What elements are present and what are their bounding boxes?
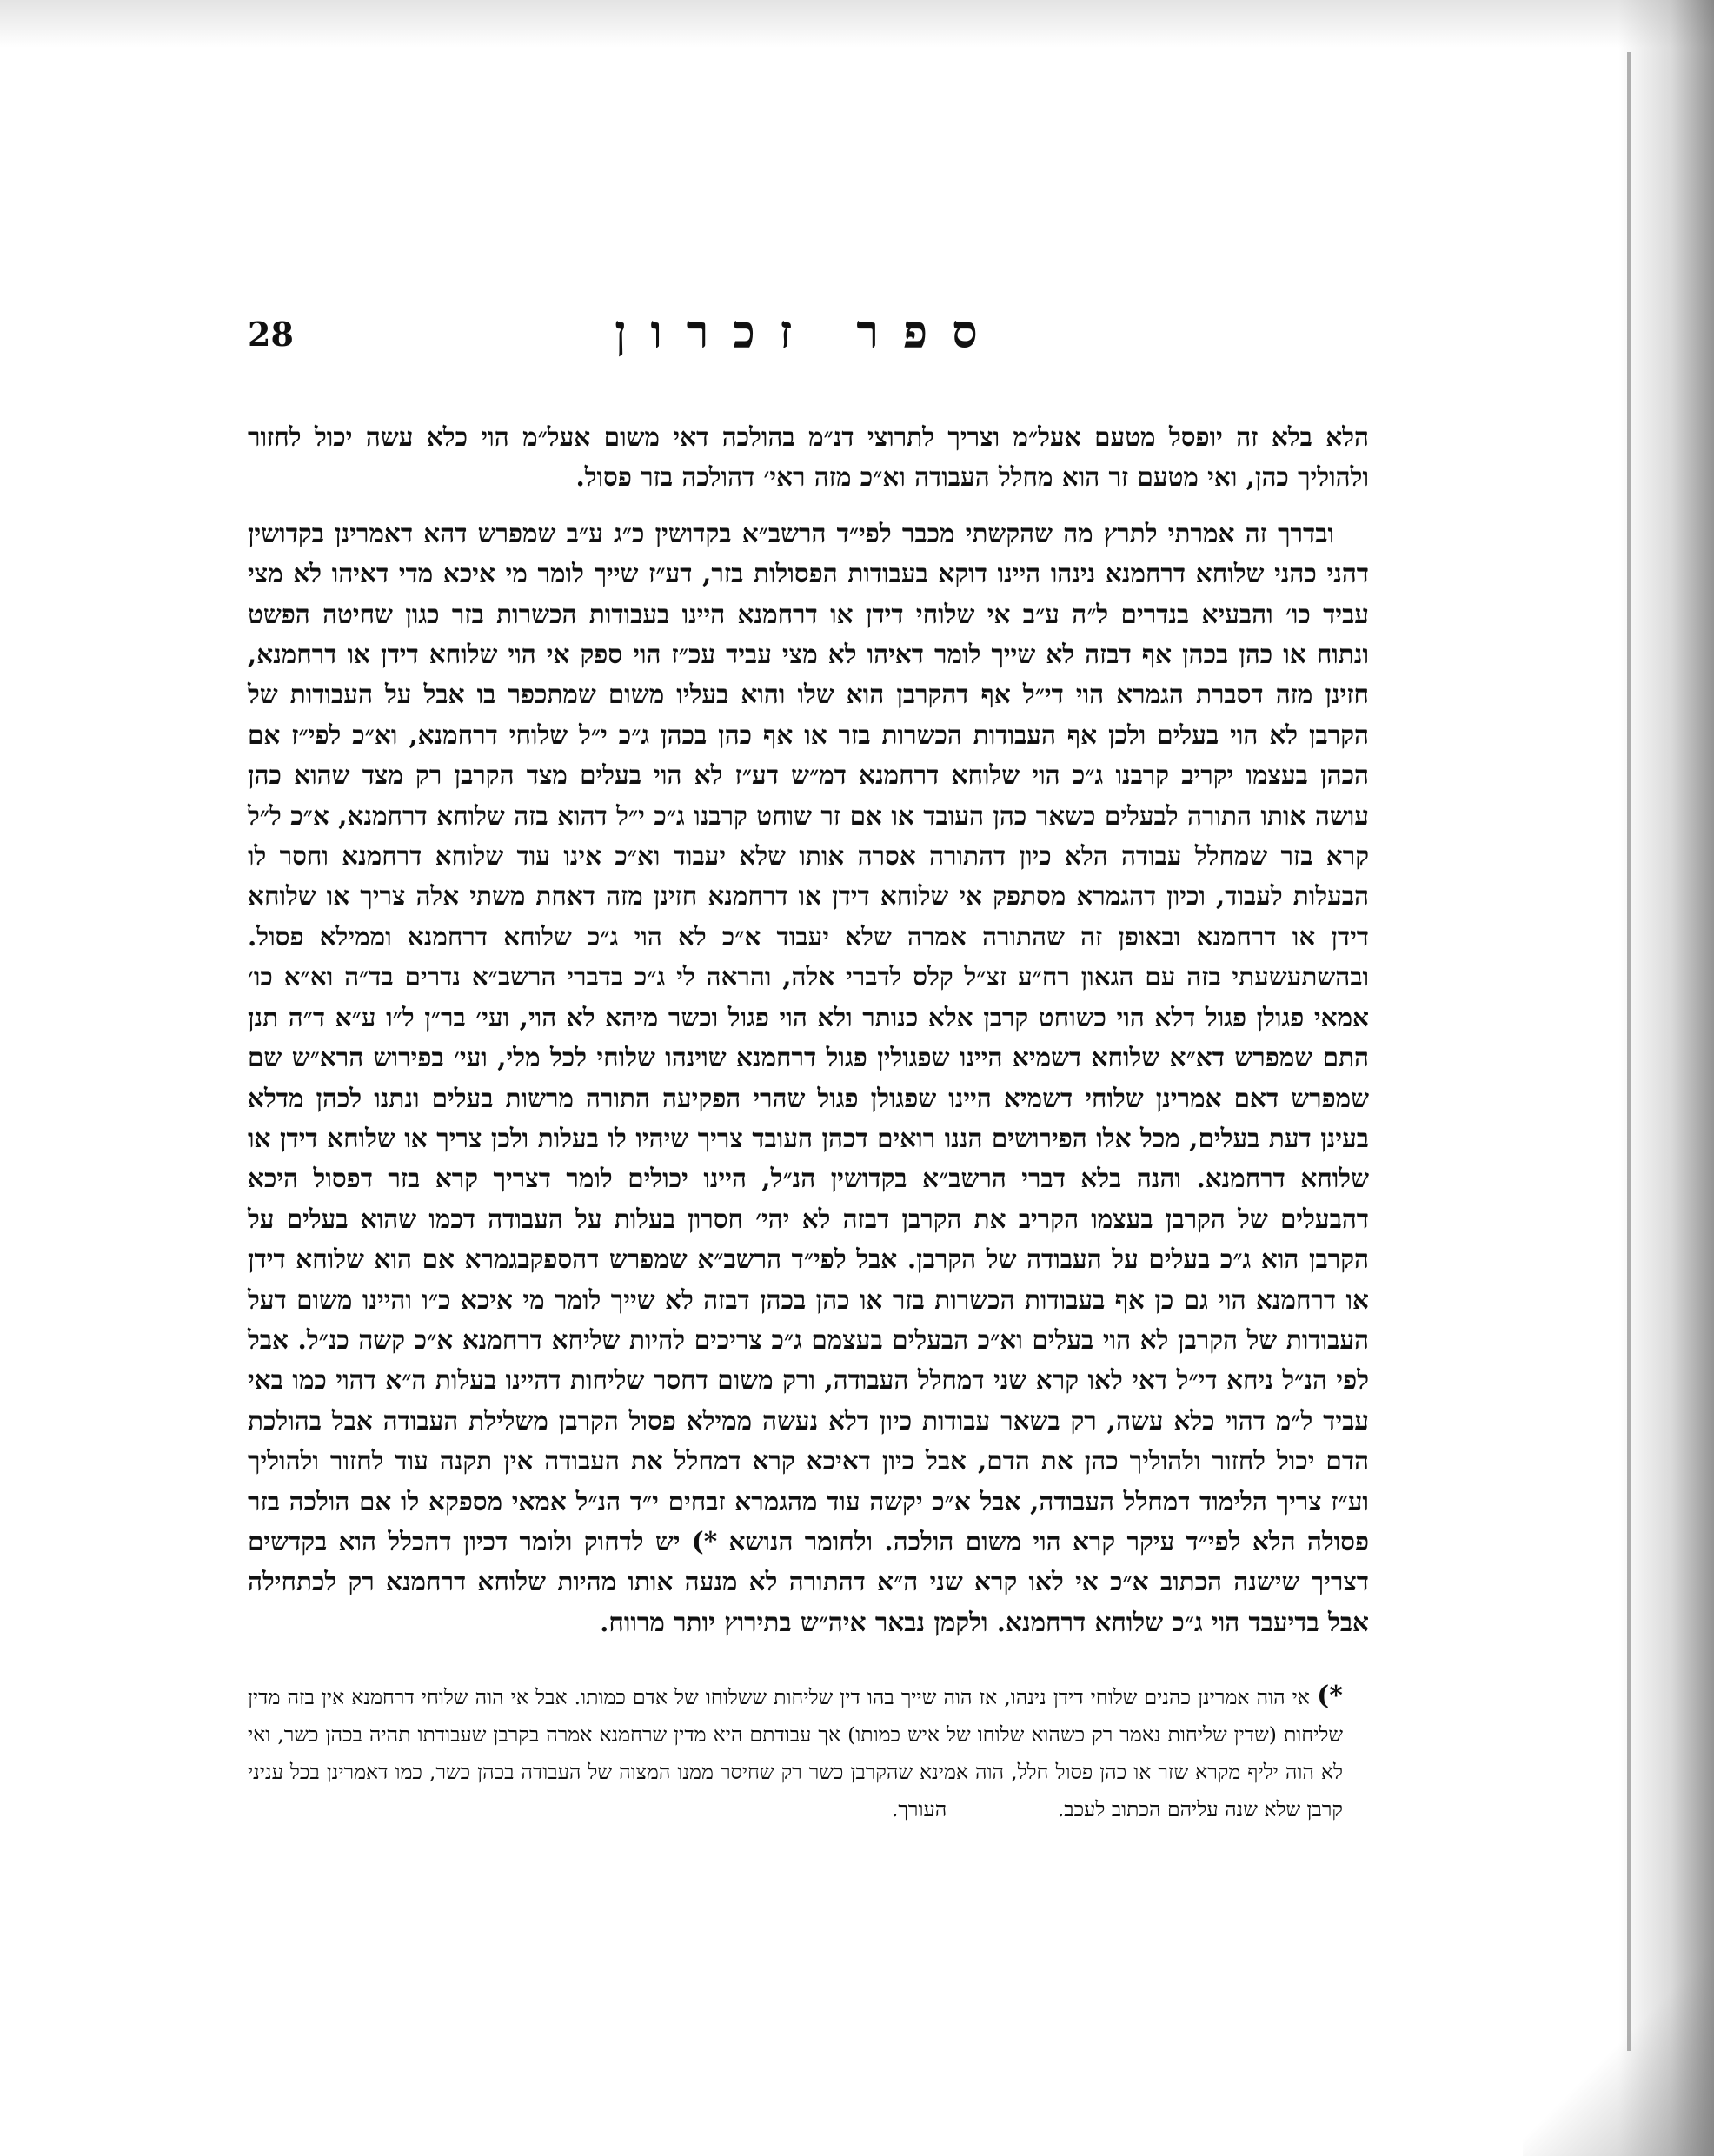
footnote-text: אי הוה אמרינן כהנים שלוחי דידן נינהו, אז הוה שייך בהו דין שליחות ששלוחו של אדם כמותו. אבל אי הוה שלוחי דרחמנא אין בזה מדין שליחות (שדין שליחות נאמר רק כשהוא שלוחו של איש כמותו) אך עבודתם היא מדין שרחמנא אמרה בקרבן שעבודתו תהיה בכהן כשר, ואי לא הוה יליף מקרא שזר או כהן פסול חלל, הוה אמינא שהקרבן כשר רק שחיסר ממנו המצוה של העבודה בכהן כשר, כמו דאמרינן בכל עניני קרבן שלא שנה עליהם הכתוב לעכב. bbox=[248, 1685, 1343, 1821]
running-title: ספר זכרון bbox=[615, 306, 1002, 359]
footnote-signature: העורך. bbox=[891, 1797, 947, 1821]
footnote bbox=[248, 1677, 1343, 1828]
page-header bbox=[248, 306, 1369, 375]
main-text bbox=[248, 417, 1369, 1658]
page-number: 28 bbox=[248, 315, 294, 354]
paragraph-1: הלא בלא זה יופסל מטעם אעל״מ וצריך לתרוצי דנ״מ בהולכה דאי משום אעל״מ הוי כלא עשה יכול לחזור ולהוליך כהן, ואי מטעם זר הוא מחלל העבודה וא״כ מזה ראי׳ דהולכה בזר פסול. bbox=[248, 421, 1369, 493]
footnote-marker: *) bbox=[1317, 1681, 1343, 1711]
paragraph-2: ובדרך זה אמרתי לתרץ מה שהקשתי מכבר לפי״ד הרשב״א בקדושין כ״ג ע״ב שמפרש דהא דאמרינן בקדושין דהני כהני שלוחא דרחמנא נינהו היינו דוקא בעבודות הפסולות בזר, דע״ז שייך לומר מי איכא מדי דאיהו לא מצי עביד כו׳ והבעיא בנדרים ל״ה ע״ב אי שלוחי דידן או דרחמנא היינו בעבודות הכשרות בזר כגון שחיטה הפשט ונתוח או כהן בכהן אף דבזה לא שייך לומר דאיהו לא מצי עביד עכ״ז הוי ספק אי הוי שלוחא דידן או דרחמנא, חזינן מזה דסברת הגמרא הוי די״ל אף דהקרבן הוא שלו והוא בעליו משום שמתכפר בו אבל על העבודות של הקרבן לא הוי בעלים ולכן אף העבודות הכשרות בזר או אף כהן בכהן ג״כ י״ל שלוחי דרחמנא, וא״כ לפי״ז אם הכהן בעצמו יקריב קרבנו ג״כ הוי שלוחא דרחמנא דמ״ש דע״ז לא הוי בעלים מצד הקרבן רק מצד שהוא כהן עושה אותו התורה לבעלים כשאר כהן העובד או אם זר שוחט קרבנו ג״כ י״ל דהוא בזה שלוחא דרחמנא, א״כ ל״ל קרא בזר שמחלל עבודה הלא כיון דהתורה אסרה אותו שלא יעבוד וא״כ אינו עוד שלוחא דרחמנא וחסר לו הבעלות לעבוד, וכיון דהגמרא מסתפק אי שלוחא דידן או דרחמנא חזינן מזה דאחת משתי אלה צריך או שלוחא דידן או דרחמנא ובאופן זה שהתורה אמרה שלא יעבוד א״כ לא הוי ג״כ שלוחא דרחמנא וממילא פסול. ובהשתעשעתי בזה עם הגאון רח״ע זצ״ל קלס לדברי אלה, והראה לי ג״כ בדברי הרשב״א נדרים בד״ה וא״א כו׳ אמאי פגולן פגול דלא הוי כשוחט קרבן אלא כנותר ולא הוי פגול וכשר מיהא לא הוי, ועי׳ בר״ן ל״ו ע״א ד״ה תנן התם שמפרש דא״א שלוחא דשמיא היינו שפגולין פגול דרחמנא שוינהו שלוחי לכל מלי, ועי׳ בפירוש הרא״ש שם שמפרש דאם אמרינן שלוחי דשמיא היינו שפגולן פגול שהרי הפקיעה התורה מרשות בעלים ונתנו לכהן מדלא בעינן דעת בעלים, מכל אלו הפירושים הננו רואים דכהן העובד צריך שיהיו לו בעלות ולכן צריך או שלוחא דידן או שלוחא דרחמנא. והנה בלא דברי הרשב״א בקדושין הנ״ל, היינו יכולים לומר דצריך קרא בזר דפסול היכא דהבעלים של הקרבן בעצמו הקריב את הקרבן דבזה לא יהי׳ חסרון בעלות על העבודה דכמו שהוא בעלים על הקרבן הוא ג״כ בעלים על העבודה של הקרבן. אבל לפי״ד הרשב״א שמפרש דהספקבגמרא אם הוא שלוחא דידן או דרחמנא הוי גם כן אף בעבודות הכשרות בזר או כהן בכהן דבזה לא שייך לומר מי איכא כ״ו והיינו משום דעל העבודות של הקרבן לא הוי בעלים וא״כ הבעלים בעצמם ג״כ צריכים להיות שליחא דרחמנא א״כ קשה כנ״ל. אבל לפי הנ״ל ניחא די״ל דאי לאו קרא שני דמחלל העבודה, ורק משום דחסר שליחות דהיינו בעלות ה״א דהוי כמו באי עביד ל״מ דהוי כלא עשה, רק בשאר עבודות כיון דלא נעשה ממילא פסול הקרבן משלילת העבודה אבל בהולכת הדם יכול לחזור ולהוליך כהן את הדם, אבל כיון דאיכא קרא דמחלל את העבודה אין תקנה עוד לחזור ולהוליך וע״ז צריך הלימוד דמחלל העבודה, אבל א״כ יקשה עוד מהגמרא זבחים י״ד הנ״ל אמאי מספקא לו אם הולכה בזר פסולה הלא לפי״ד עיקר קרא הוי משום הולכה. ולחומר הנושא *) יש לדחוק ולומר דכיון דהכלל הוא בקדשים דצריך שישנה הכתוב א״כ אי לאו קרא שני ה״א דהתורה לא מנעה אותו מהיות שלוחא דרחמנא רק לכתחילה אבל בדיעבד הוי ג״כ שלוחא דרחמנא. ולקמן נבאר איה״ש בתירוץ יותר מרווח. bbox=[248, 517, 1369, 1637]
